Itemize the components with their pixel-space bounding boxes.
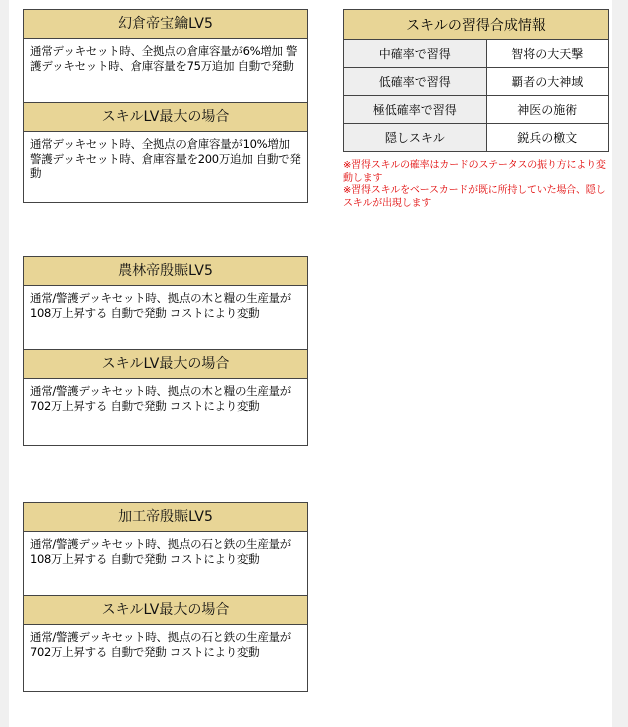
skill-name-cell: 覇者の大神域: [486, 68, 608, 96]
table-row: [344, 68, 609, 96]
skill-box-3: [23, 502, 308, 692]
skill-description: 通常/警護デッキセット時、拠点の木と糧の生産量が108万上昇する 自動で発動 コストにより変動: [30, 291, 291, 320]
table-row: [344, 96, 609, 124]
skill-max-description: 通常/警護デッキセット時、拠点の石と鉄の生産量が702万上昇する 自動で発動 コストにより変動: [30, 630, 291, 659]
rate-cell: 中確率で習得: [344, 40, 487, 68]
skill-name-cell: 神医の施術: [486, 96, 608, 124]
skill-max-label: スキルLV最大の場合: [24, 102, 307, 132]
skill-description: 通常デッキセット時、全拠点の倉庫容量が6%増加 警護デッキセット時、倉庫容量を75万追加 自動で発動: [30, 44, 298, 73]
synthesis-notes: [343, 160, 613, 210]
skill-description: 通常/警護デッキセット時、拠点の石と鉄の生産量が108万上昇する 自動で発動 コストにより変動: [30, 537, 291, 566]
skill-max-description: 通常デッキセット時、全拠点の倉庫容量が10%増加 警護デッキセット時、倉庫容量を200万追加 自動で発動: [30, 137, 301, 180]
table-row: [344, 40, 609, 68]
skill-max-description: 通常/警護デッキセット時、拠点の木と糧の生産量が702万上昇する 自動で発動 コストにより変動: [30, 384, 291, 413]
skill-max-label: スキルLV最大の場合: [24, 349, 307, 379]
skill-title: 加工帝殷賑LV5: [24, 503, 307, 532]
table-row: [344, 124, 609, 152]
note-hidden-skill: ※習得スキルをベースカードが既に所持していた場合、隠しスキルが出現します: [343, 185, 606, 209]
skill-title: 農林帝殷賑LV5: [24, 257, 307, 286]
synthesis-title: スキルの習得合成情報: [344, 10, 609, 40]
rate-cell: 隠しスキル: [344, 124, 487, 152]
skill-name-cell: 鋭兵の檄文: [486, 124, 608, 152]
note-probability: ※習得スキルの確率はカードのステータスの振り方により変動します: [343, 160, 606, 184]
skill-box-1: [23, 9, 308, 203]
skill-box-2: [23, 256, 308, 446]
page-content: [9, 0, 612, 727]
skill-name-cell: 智将の大天撃: [486, 40, 608, 68]
synthesis-info-table: [343, 9, 609, 152]
skill-max-label: スキルLV最大の場合: [24, 595, 307, 625]
rate-cell: 低確率で習得: [344, 68, 487, 96]
rate-cell: 極低確率で習得: [344, 96, 487, 124]
skill-title: 幻倉帝宝鑰LV5: [24, 10, 307, 39]
